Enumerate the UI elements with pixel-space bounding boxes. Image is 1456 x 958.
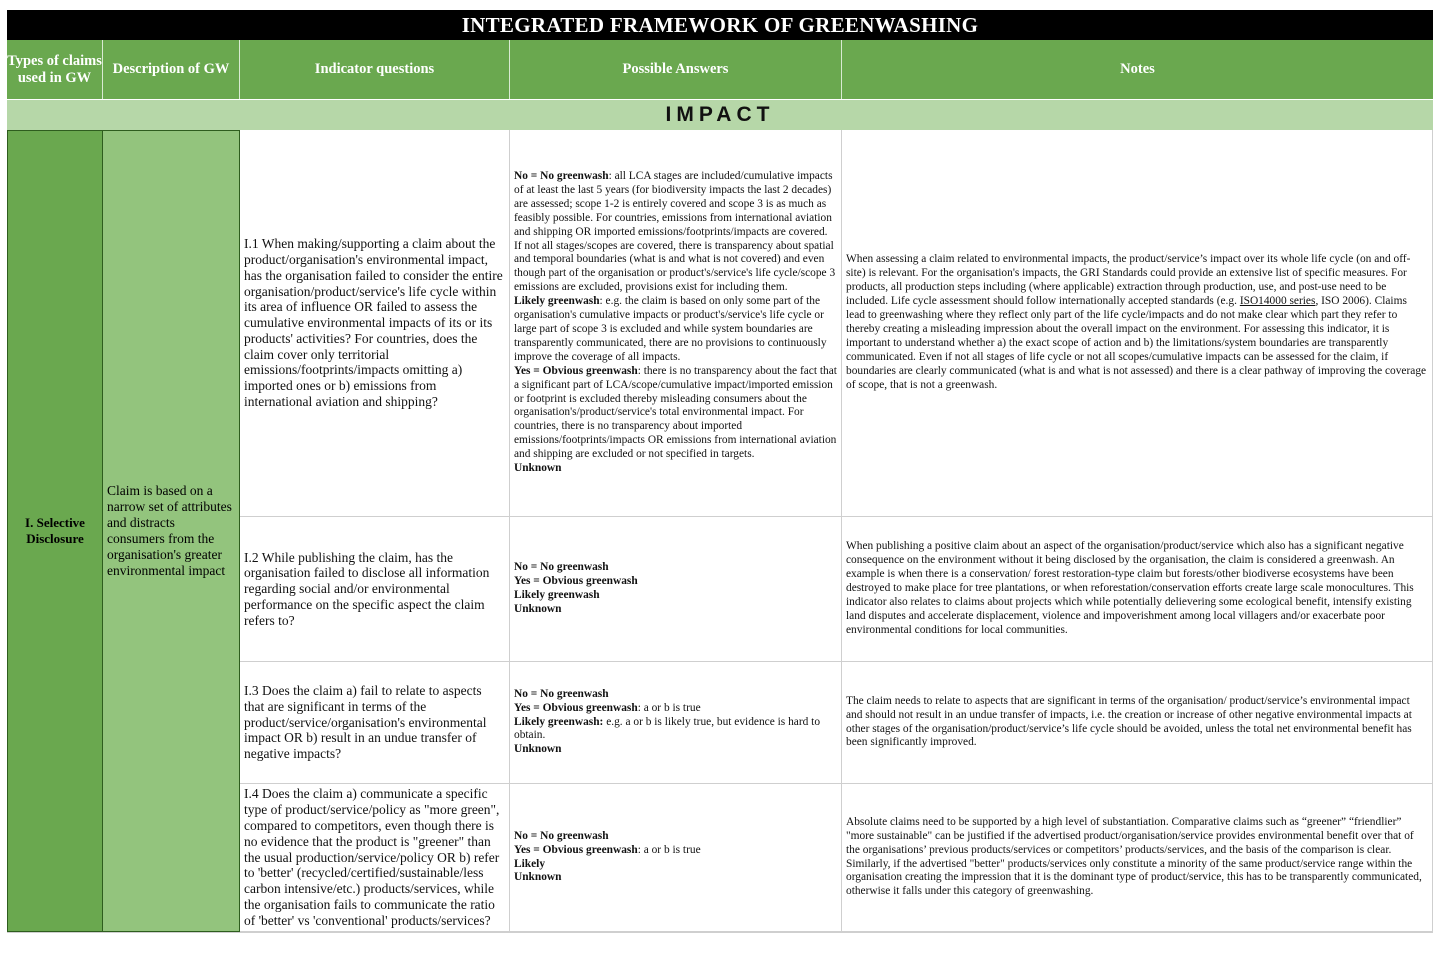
header-notes: Notes [842,40,1433,99]
table-row-question [240,517,510,662]
table-row-notes [842,130,1433,517]
table-row-notes [842,784,1433,932]
answers-list [514,830,837,886]
answer-label: No = No greenwash [514,687,609,700]
answer-label: No = No greenwash [514,170,609,183]
table-row-notes [842,517,1433,662]
header-answers: Possible Answers [510,40,842,99]
answer-label: Yes = Obvious greenwash [514,843,638,856]
question-text: I.1 When making/supporting a claim about the product/organisation's environmental impact, has the organisation failed to consider the entire organisation/product/service's life cycle within its area of influence OR failed to assess the cumulative environmental impacts of its or its products' activities? For countries, does the claim cover only territorial emissions/footprints/impacts omitting a) imported ones or b) emissions from international aviation and shipping? [244,236,503,410]
question-text: I.4 Does the claim a) communicate a specific type of product/service/policy as "more green", compared to competitors, even though there is no evidence that the product is "greener" than the usual production/service/policy OR b) refer to 'better' (recycled/certified/sustainable/less carbon intensive/etc.) products/services, while the organisation fails to communicate the ratio of 'better' vs 'conventional' products/services? [244,786,500,928]
table-row-answers [510,517,842,662]
answers-list [514,561,837,617]
answer-text: e.g. a or b is likely true, but evidence is hard to obtain. [514,715,821,742]
answer-label: Yes = Obvious greenwash [514,701,638,714]
notes-text: The claim needs to relate to aspects that are significant in terms of the organisation/ product/service’s environmental impact and should not result in an undue transfer of impacts, i.e. the creation or increase of other negative environmental impacts at other stages of the organisation/product/service’s life cycle should be avoided, unless the total net environmental benefit has been significantly improved. [846,694,1412,749]
answer-text: : e.g. the claim is based on only some part of the organisation's cumulative impacts or product's/service's life cycle or large part of scope 3 is excluded and while system boundaries are transparently communicated, there are no provisions to continuously improve the coverage of all impacts. [514,295,827,363]
description-cell [103,130,240,932]
notes-text [846,253,1428,392]
table-row-question [240,784,510,932]
answers-list [514,688,837,758]
table-row-answers [510,130,842,517]
answer-label: Unknown [514,743,562,756]
table-bottom-border [7,932,1433,933]
answer-text: : all LCA stages are included/cumulative impacts of at least the last 5 years (for biodiversity impacts the last 2 decades) are assessed; scope 1-2 is entirely covered and scope 3 is as much as feasibly possible. For countries, emissions from international aviation and shipping OR imported emissions/footprints/impacts are covered. If not all stages/scopes are covered, there is transparency about spatial and temporal boundaries (what is and what is not covered) and even though part of the organisation or product's/service's life cycle/scope 3 emissions are excluded, provisions exist for including them. [514,170,836,294]
section-impact: IMPACT [7,100,1433,130]
notes-text: When publishing a positive claim about an aspect of the organisation/product/service which also has a significant negative consequence on the environment without it being disclosed by the organisation, the claim is considered a greenwash. An example is when there is a conservation/ forest restoration-type claim but forests/other biodiverse ecosystems have been destroyed to make place for tree plantations, or when reforestation/conservation efforts create large scale monocultures. This indicator also relates to claims about projects which while potentially delievering some ecological benefit, intensify existing land disputes and accelerate displacement, violence and impoverishment among local villagers and/or exacerbate poor environmental conditions for local communities. [846,540,1414,636]
answer-label: Likely [514,857,546,870]
claim-type-cell [7,130,103,932]
answer-label: No = No greenwash [514,561,609,574]
answer-label: Likely greenwash [514,295,600,308]
answer-label: Yes = Obvious greenwash [514,575,638,588]
question-text: I.2 While publishing the claim, has the organisation failed to disclose all information regarding social and/or environmental performance on the specific aspect the claim refers to? [244,549,490,628]
header-description: Description of GW [103,40,240,99]
iso14000-link[interactable]: ISO14000 series [1239,295,1316,308]
table-row-question [240,130,510,517]
description-text: Claim is based on a narrow set of attributes and distracts consumers from the organisation's greater environmental impact [107,483,232,578]
table-row-answers [510,784,842,932]
notes-text: Absolute claims need to be supported by a high level of substantiation. Comparative claims such as “greener” “friendlier” "more sustainable" can be justified if the advertised product/organisation/service provides environmental benefit over that of the organisations’ previous products/services or competitors’ products/services, and the basis of the comparison is clear. Similarly, if the advertised "better" products/services only constitute a minority of the same product/service range within the organisation creating the impression that it is the dominant type of product/service, this has to be transparently communicated, otherwise it falls under this category of greenwashing. [846,815,1422,898]
claim-type-label: I. Selective Disclosure [25,515,85,546]
answer-label: Likely greenwash: [514,715,604,728]
answer-label: Unknown [514,871,562,884]
table-row-notes [842,662,1433,784]
table-row-answers [510,662,842,784]
header-types: Types of claims used in GW [7,40,103,99]
answer-text: : there is no transparency about the fact that a significant part of LCA/scope/cumulative impact/imported emission or footprint is excluded thereby misleading consumers about the organisation's/product/service's total environmental impact. For countries, there is no transparency about imported emissions/footprints/impacts OR emissions from international aviation and shipping are excluded or not specified in targets. [514,364,837,461]
answer-label: Yes = Obvious greenwash [514,364,638,377]
table-title: INTEGRATED FRAMEWORK OF GREENWASHING [7,10,1433,40]
table-row-question [240,662,510,784]
answer-label: Unknown [514,602,562,615]
answer-label: No = No greenwash [514,829,609,842]
question-text: I.3 Does the claim a) fail to relate to aspects that are significant in terms of the product/service/organisation's environmental impact OR b) result in an undue transfer of negative impacts? [244,683,487,762]
answer-text: : a or b is true [637,843,701,856]
notes-part: , ISO 2006). Claims lead to greenwashing where they reflect only part of the life cycle/impacts and do not make clear which part they refer to thereby creating a misleading impression about the overall impact on the environment. For assessing this indicator, it is important to understand whether a) the exact scope of action and b) the limitations/system boundaries are transparently communicated. Even if not all stages of life cycle or not all scopes/cumulative impacts can be assessed for the claim, if boundaries are clearly communicated (what is and what is not assessed) and there is a clear pathway of improving the coverage of scope, that is not a greenwash. [846,295,1427,391]
answers-list [514,170,837,476]
header-indicators: Indicator questions [240,40,510,99]
answer-text: : a or b is true [637,701,701,714]
notes-part: When assessing a claim related to environmental impacts, the product/service’s impact over its whole life cycle (on and off-site) is relevant. For the organisation's impacts, the GRI Standards could provide an extensive list of specific measures. For products, all production steps including (where applicable) extraction through production, use, and post-use need to be included. Life cycle assessment should follow internationally accepted standards (e.g. [846,253,1411,308]
answer-label: Unknown [514,462,562,475]
answer-label: Likely greenwash [514,589,600,601]
